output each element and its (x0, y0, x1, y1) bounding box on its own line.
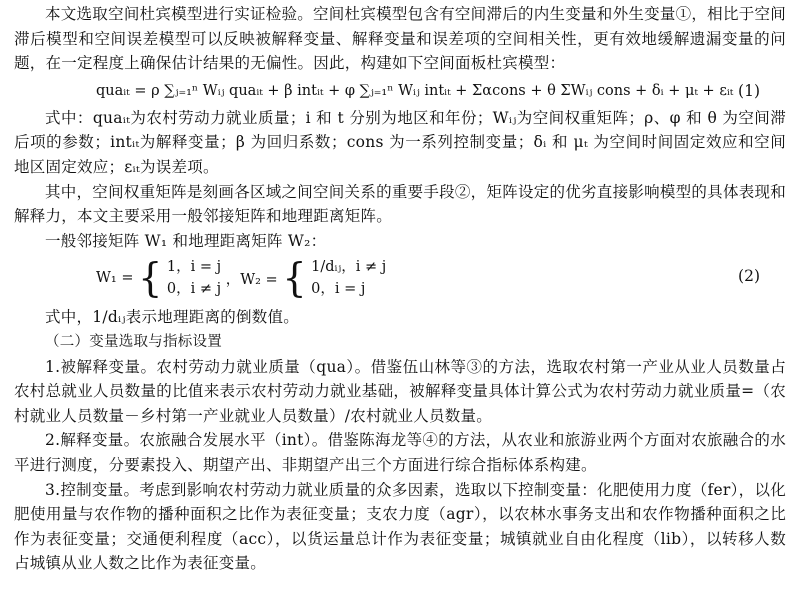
w1-case-1: 1，i = j (166, 259, 222, 276)
equation-1 (14, 76, 786, 106)
w1-cases (167, 256, 221, 300)
w1-brace: { (138, 255, 163, 302)
section-title: （二）变量选取与指标设置 (45, 333, 222, 350)
equation-2 (14, 253, 786, 305)
equation-2-number: (2) (738, 267, 760, 286)
weights-definition: 一般邻接矩阵 W₁ 和地理距离矩阵 W₂： (45, 231, 327, 250)
control-variable-paragraph: 3.控制变量。考虑到影响农村劳动力就业质量的众多因素，选取以下控制变量：化肥使用力度（fer），以化肥使用量与农作物的播种面积之比作为表征变量；支农力度（agr），以农林水事务支出和农作物播种面积之比作为表征变量；交通便利程度（acc），以货运量总计作为表征变量；城镇就业自由化程度（lib），以转移人数占城镇从业人数之比作为表征变量。 (14, 480, 786, 573)
w2-case-1: 1/dᵢⱼ，i ≠ j (311, 259, 387, 276)
w1-case-2: 0，i ≠ j (166, 281, 222, 298)
equation-1-number: (1) (738, 81, 760, 100)
equation-2-explanation: 式中，1/dᵢⱼ表示地理距离的倒数值。 (45, 308, 299, 327)
intro-paragraph: 本文选取空间杜宾模型进行实证检验。空间杜宾模型包含有空间滞后的内生变量和外生变量①，相比于空间滞后模型和空间误差模型可以反映被解释变量、解释变量和误差项的空间相关性，更有效地缓解遗漏变量的问题，在一定程度上确保估计结果的无偏性。因此，构建如下空间面板杜宾模型： (14, 5, 786, 73)
w2-brace: { (282, 255, 307, 302)
dependent-variable-paragraph: 1.被解释变量。农村劳动力就业质量（qua）。借鉴伍山林等③的方法，选取农村第一产业从业人员数量占农村总就业人员数量的比值来表示农村劳动力就业基础，被解释变量具体计算公式为农村劳动力就业质量=（农村就业人员数量－乡村第一产业就业人员数量）/农村就业人员数量。 (14, 357, 786, 425)
equation-1-formula: quaᵢₜ = ρ ∑ⱼ₌₁ⁿ Wᵢⱼ quaᵢₜ + β intᵢₜ + φ ∑ⱼ₌₁ⁿ Wᵢⱼ intᵢₜ + Σαcons + θ ΣWᵢⱼ cons + δᵢ + μₜ + εᵢₜ (96, 82, 734, 99)
independent-variable-paragraph: 2.解释变量。农旅融合发展水平（int）。借鉴陈海龙等④的方法，从农业和旅游业两个方面对农旅融合的水平进行测度，分要素投入、期望产出、非期望产出三个方面进行综合指标体系构建。 (14, 431, 786, 474)
w2-cases (311, 256, 386, 300)
weights-intro-paragraph: 其中，空间权重矩阵是刻画各区域之间空间关系的重要手段②，矩阵设定的优劣直接影响模型的具体表现和解释力，本文主要采用一般邻接矩阵和地理距离矩阵。 (14, 182, 786, 226)
equation-2-formula (96, 255, 386, 301)
w2-label: ，W₂ = (225, 271, 278, 288)
equation-1-explanation: 式中：quaᵢₜ为农村劳动力就业质量；i 和 t 分别为地区和年份；Wᵢⱼ为空间权重矩阵；ρ、φ 和 θ 为空间滞后项的参数；intᵢₜ为解释变量；β 为回归系数；cons 为一系列控制变量；δᵢ 和 μₜ 为空间时间固定效应和空间地区固定效应；εᵢₜ为误差项。 (14, 108, 786, 176)
w1-label: W₁ = (96, 270, 134, 287)
w2-case-2: 0，i = j (311, 281, 366, 298)
